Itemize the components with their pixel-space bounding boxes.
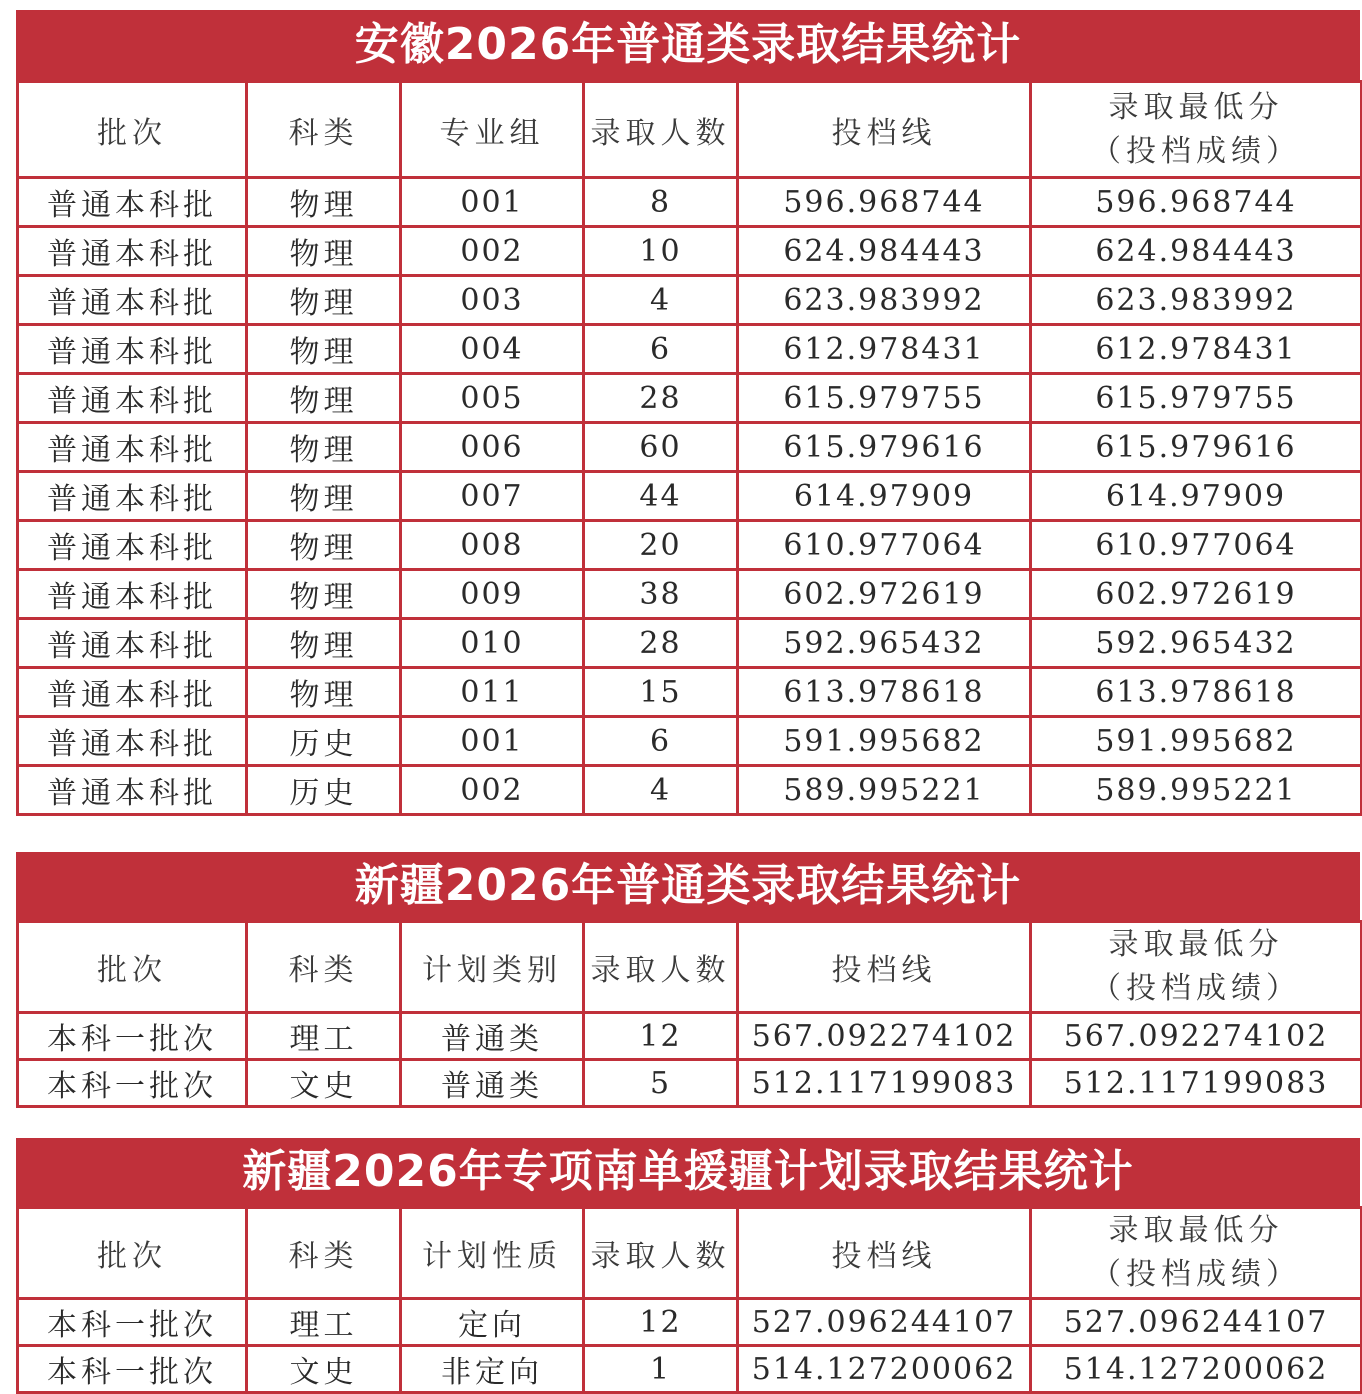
header-cell: 专业组: [401, 82, 584, 178]
header-cell: 录取人数: [584, 922, 738, 1013]
table-cell: 本科一批次: [18, 1060, 247, 1107]
table-cell: 28: [584, 619, 738, 668]
table-row: [18, 1299, 1362, 1346]
table-row: [18, 717, 1362, 766]
table-cell: 004: [401, 325, 584, 374]
table-cell: 596.968744: [1031, 178, 1362, 227]
table-cell: 15: [584, 668, 738, 717]
table-row: [18, 374, 1362, 423]
table-cell: 615.979616: [1031, 423, 1362, 472]
table-cell: 610.977064: [738, 521, 1031, 570]
table-cell: 普通本科批: [18, 570, 247, 619]
header-cell: 投档线: [738, 82, 1031, 178]
table-row: [18, 570, 1362, 619]
table-cell: 物理: [247, 178, 401, 227]
table-cell: 514.127200062: [1031, 1346, 1362, 1393]
table-cell: 613.978618: [1031, 668, 1362, 717]
table-cell: 12: [584, 1013, 738, 1060]
table-cell: 006: [401, 423, 584, 472]
table-cell: 614.97909: [1031, 472, 1362, 521]
table-row: [18, 325, 1362, 374]
data-table: [16, 80, 1362, 816]
table-row: [18, 1013, 1362, 1060]
table-cell: 定向: [401, 1299, 584, 1346]
table-cell: 002: [401, 766, 584, 815]
table-cell: 物理: [247, 619, 401, 668]
table-cell: 本科一批次: [18, 1299, 247, 1346]
table-cell: 20: [584, 521, 738, 570]
table-cell: 527.096244107: [738, 1299, 1031, 1346]
table-cell: 615.979755: [1031, 374, 1362, 423]
table-cell: 591.995682: [1031, 717, 1362, 766]
header-cell: 科类: [247, 82, 401, 178]
table-cell: 007: [401, 472, 584, 521]
table-title: 新疆2026年专项南单援疆计划录取结果统计: [16, 1138, 1360, 1206]
header-cell: 录取最低分 （投档成绩）: [1031, 82, 1362, 178]
table-cell: 文史: [247, 1346, 401, 1393]
table-row: [18, 227, 1362, 276]
header-cell: 批次: [18, 922, 247, 1013]
table-cell: 602.972619: [1031, 570, 1362, 619]
table-cell: 文史: [247, 1060, 401, 1107]
table-cell: 567.092274102: [738, 1013, 1031, 1060]
table-cell: 624.984443: [1031, 227, 1362, 276]
table-cell: 物理: [247, 668, 401, 717]
table-cell: 009: [401, 570, 584, 619]
table-cell: 理工: [247, 1299, 401, 1346]
table-row: [18, 668, 1362, 717]
header-row: [18, 922, 1362, 1013]
table-cell: 28: [584, 374, 738, 423]
table-cell: 011: [401, 668, 584, 717]
table-cell: 物理: [247, 227, 401, 276]
header-cell: 录取人数: [584, 82, 738, 178]
header-cell: 科类: [247, 922, 401, 1013]
header-cell: 批次: [18, 1208, 247, 1299]
table-cell: 615.979616: [738, 423, 1031, 472]
header-cell: 批次: [18, 82, 247, 178]
table-cell: 普通本科批: [18, 619, 247, 668]
table-cell: 普通本科批: [18, 472, 247, 521]
table-row: [18, 472, 1362, 521]
table-anhui: [16, 10, 1360, 816]
table-xinjiang-general: [16, 852, 1360, 1108]
header-row: [18, 1208, 1362, 1299]
table-xinjiang-special: [16, 1138, 1360, 1394]
header-cell: 投档线: [738, 922, 1031, 1013]
header-cell: 录取最低分 （投档成绩）: [1031, 1208, 1362, 1299]
table-cell: 60: [584, 423, 738, 472]
table-cell: 物理: [247, 521, 401, 570]
table-cell: 005: [401, 374, 584, 423]
table-cell: 1: [584, 1346, 738, 1393]
table-cell: 596.968744: [738, 178, 1031, 227]
table-cell: 物理: [247, 325, 401, 374]
table-cell: 物理: [247, 570, 401, 619]
table-cell: 615.979755: [738, 374, 1031, 423]
table-cell: 614.97909: [738, 472, 1031, 521]
table-cell: 612.978431: [738, 325, 1031, 374]
table-cell: 普通本科批: [18, 521, 247, 570]
header-row: [18, 82, 1362, 178]
header-cell: 投档线: [738, 1208, 1031, 1299]
table-cell: 589.995221: [738, 766, 1031, 815]
table-row: [18, 619, 1362, 668]
table-row: [18, 1346, 1362, 1393]
table-cell: 4: [584, 276, 738, 325]
table-cell: 5: [584, 1060, 738, 1107]
table-cell: 8: [584, 178, 738, 227]
table-cell: 514.127200062: [738, 1346, 1031, 1393]
table-cell: 008: [401, 521, 584, 570]
header-cell: 录取最低分 （投档成绩）: [1031, 922, 1362, 1013]
table-cell: 567.092274102: [1031, 1013, 1362, 1060]
table-cell: 512.117199083: [1031, 1060, 1362, 1107]
table-cell: 002: [401, 227, 584, 276]
table-cell: 普通本科批: [18, 325, 247, 374]
table-cell: 592.965432: [738, 619, 1031, 668]
table-cell: 普通本科批: [18, 276, 247, 325]
table-cell: 普通本科批: [18, 423, 247, 472]
data-table: [16, 1206, 1362, 1394]
data-table: [16, 920, 1362, 1108]
table-cell: 610.977064: [1031, 521, 1362, 570]
table-title: 安徽2026年普通类录取结果统计: [16, 10, 1360, 80]
table-cell: 12: [584, 1299, 738, 1346]
table-cell: 44: [584, 472, 738, 521]
table-cell: 4: [584, 766, 738, 815]
table-row: [18, 1060, 1362, 1107]
table-cell: 624.984443: [738, 227, 1031, 276]
table-cell: 普通本科批: [18, 227, 247, 276]
table-cell: 589.995221: [1031, 766, 1362, 815]
header-cell: 计划类别: [401, 922, 584, 1013]
table-cell: 物理: [247, 472, 401, 521]
table-cell: 非定向: [401, 1346, 584, 1393]
table-row: [18, 178, 1362, 227]
table-cell: 512.117199083: [738, 1060, 1031, 1107]
table-cell: 591.995682: [738, 717, 1031, 766]
header-cell: 科类: [247, 1208, 401, 1299]
table-cell: 38: [584, 570, 738, 619]
table-cell: 物理: [247, 374, 401, 423]
table-cell: 003: [401, 276, 584, 325]
table-cell: 612.978431: [1031, 325, 1362, 374]
table-cell: 527.096244107: [1031, 1299, 1362, 1346]
table-cell: 普通本科批: [18, 178, 247, 227]
table-cell: 6: [584, 717, 738, 766]
table-cell: 物理: [247, 423, 401, 472]
table-row: [18, 521, 1362, 570]
table-cell: 物理: [247, 276, 401, 325]
table-cell: 历史: [247, 717, 401, 766]
header-cell: 计划性质: [401, 1208, 584, 1299]
table-cell: 普通本科批: [18, 717, 247, 766]
table-cell: 001: [401, 178, 584, 227]
table-cell: 历史: [247, 766, 401, 815]
header-cell: 录取人数: [584, 1208, 738, 1299]
table-cell: 本科一批次: [18, 1013, 247, 1060]
table-cell: 623.983992: [1031, 276, 1362, 325]
table-cell: 010: [401, 619, 584, 668]
table-cell: 普通本科批: [18, 668, 247, 717]
table-row: [18, 423, 1362, 472]
table-cell: 普通类: [401, 1060, 584, 1107]
table-cell: 001: [401, 717, 584, 766]
table-cell: 理工: [247, 1013, 401, 1060]
table-cell: 普通本科批: [18, 374, 247, 423]
table-cell: 613.978618: [738, 668, 1031, 717]
table-cell: 普通类: [401, 1013, 584, 1060]
table-cell: 592.965432: [1031, 619, 1362, 668]
table-cell: 602.972619: [738, 570, 1031, 619]
table-cell: 6: [584, 325, 738, 374]
table-row: [18, 276, 1362, 325]
table-cell: 623.983992: [738, 276, 1031, 325]
table-cell: 普通本科批: [18, 766, 247, 815]
table-cell: 10: [584, 227, 738, 276]
table-cell: 本科一批次: [18, 1346, 247, 1393]
table-row: [18, 766, 1362, 815]
table-title: 新疆2026年普通类录取结果统计: [16, 852, 1360, 920]
